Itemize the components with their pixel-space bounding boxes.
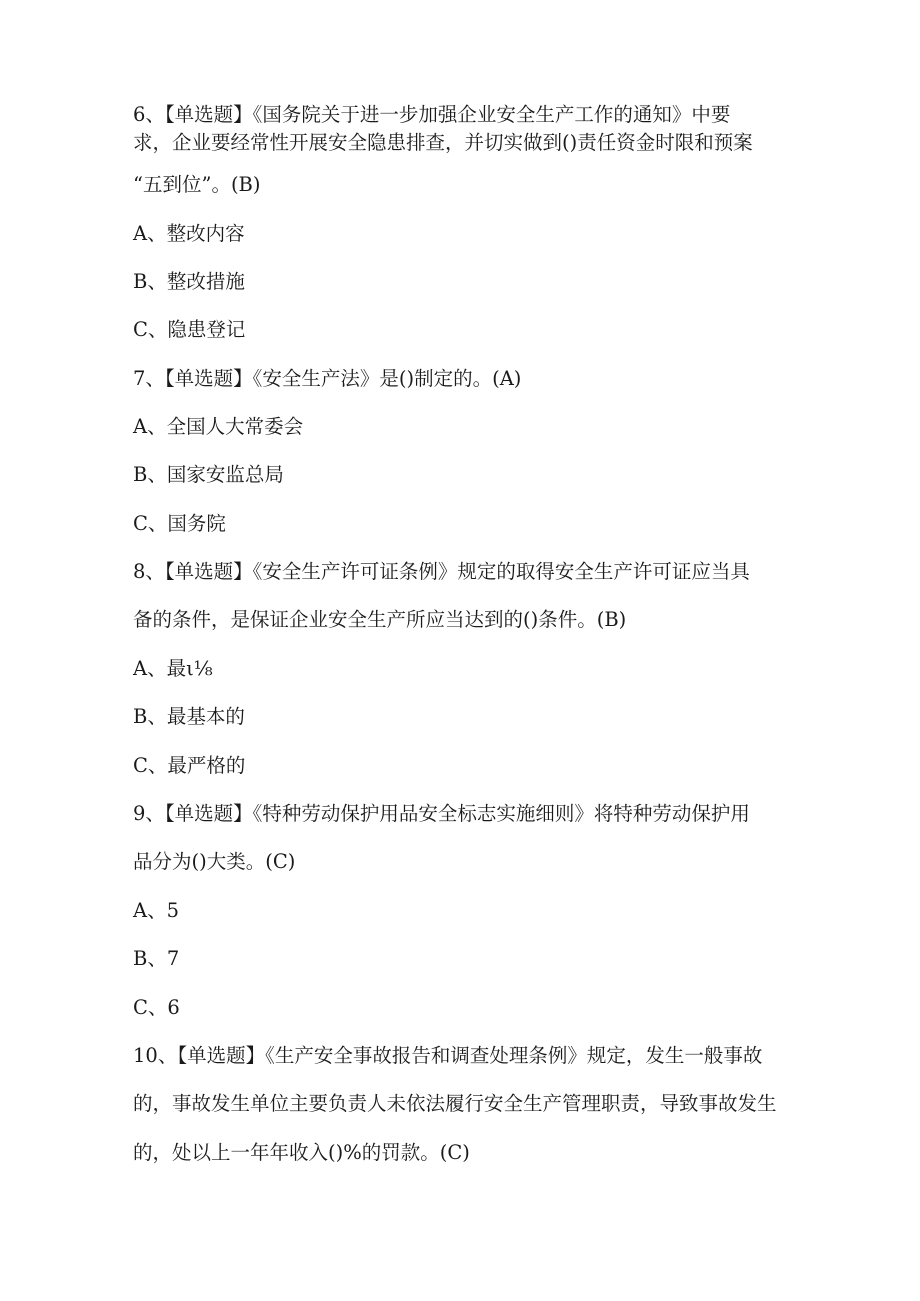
question-7-option-a: A、全国人大常委会 [133, 415, 304, 438]
question-8-option-b: B、最基本的 [133, 705, 245, 728]
question-6-line-3: “五到位”。(B) [133, 173, 261, 196]
question-7-line-1: 7、【单选题】《安全生产法》是()制定的。(A) [133, 367, 522, 390]
question-9-line-2: 品分为()大类。(C) [133, 850, 296, 873]
question-6-line-2: 求，企业要经常性开展安全隐患排查，并切实做到()责任资金时限和预案 [133, 131, 753, 154]
question-10-line-2: 的，事故发生单位主要负责人未依法履行安全生产管理职责，导致事故发生 [133, 1092, 777, 1115]
question-6-line-1: 6、【单选题】《国务院关于进一步加强企业安全生产工作的通知》中要 [133, 103, 731, 126]
question-8-line-1: 8、【单选题】《安全生产许可证条例》规定的取得安全生产许可证应当具 [133, 560, 750, 583]
question-10-line-1: 10、【单选题】《生产安全事故报告和调查处理条例》规定，发生一般事故 [133, 1044, 763, 1067]
question-6-option-c: C、隐患登记 [133, 318, 246, 341]
question-9-option-a: A、5 [133, 899, 179, 922]
question-7-option-c: C、国务院 [133, 512, 226, 535]
question-8-option-a: A、最ι⅛ [133, 657, 213, 680]
question-8-option-c: C、最严格的 [133, 754, 246, 777]
question-8-line-2: 备的条件，是保证企业安全生产所应当达到的()条件。(B) [133, 608, 627, 631]
question-9-option-b: B、7 [133, 947, 180, 970]
question-6-option-a: A、整改内容 [133, 222, 245, 245]
question-7-option-b: B、国家安监总局 [133, 463, 284, 486]
question-10-line-3: 的，处以上一年年收入()%的罚款。(C) [133, 1141, 470, 1164]
question-6-option-b: B、整改措施 [133, 270, 245, 293]
question-9-line-1: 9、【单选题】《特种劳动保护用品安全标志实施细则》将特种劳动保护用 [133, 802, 750, 825]
question-9-option-c: C、6 [133, 996, 180, 1019]
